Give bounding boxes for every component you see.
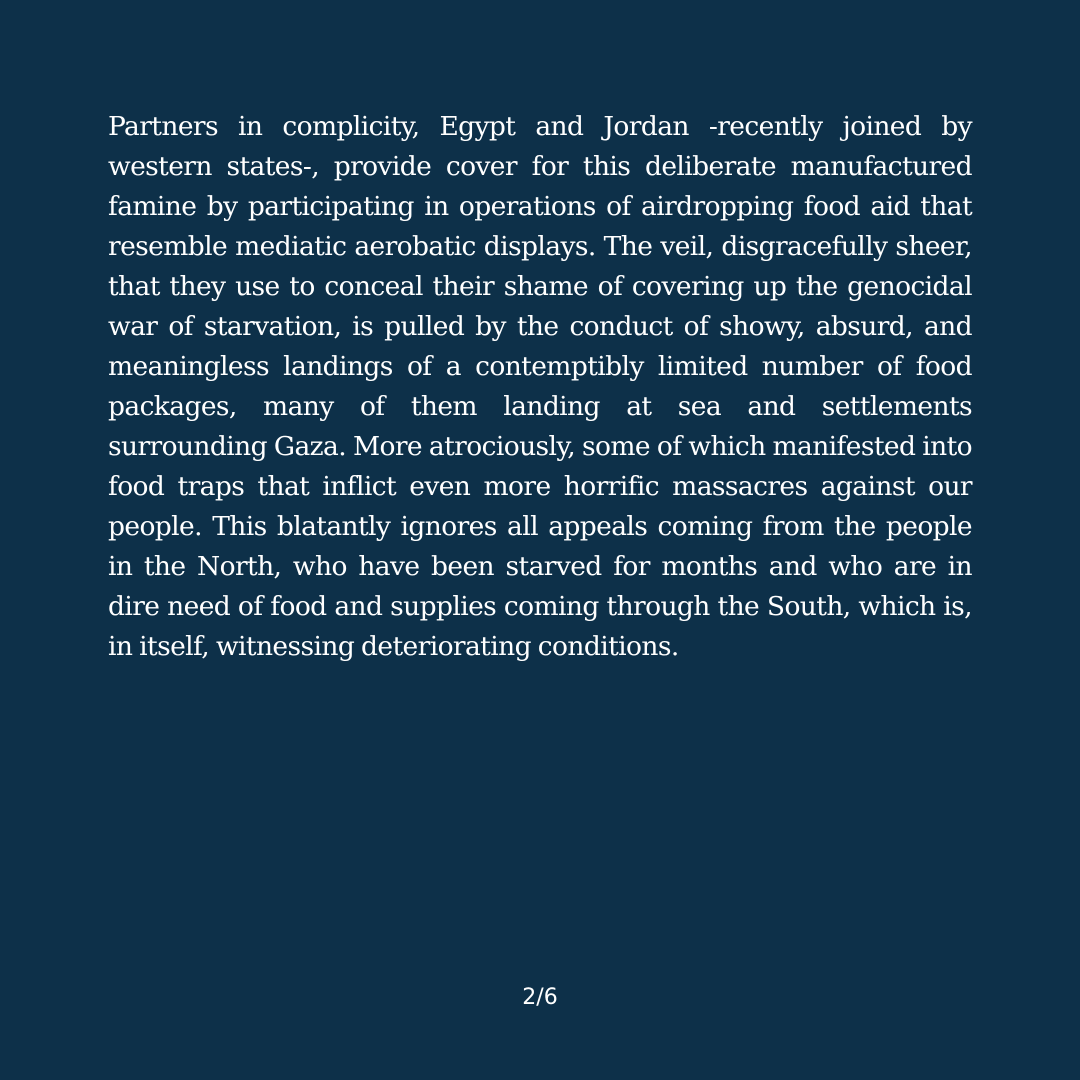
body-paragraph: Partners in complicity, Egypt and Jordan -recently joined by western states-, provide cover for this deliberate manufactured famine by participating in operations of airdropping food aid that resemble mediatic aerobatic displays. The veil, disgracefully sheer, that they use to conceal their shame of covering up the genocidal war of starvation, is pulled by the conduct of showy, absurd, and meaningless landings of a contemptibly limited number of food packages, many of them landing at sea and settlements surrounding Gaza. More atrociously, some of which manifested into food traps that inflict even more horrific massacres against our people. This blatantly ignores all appeals coming from the people in the North, who have been starved for months and who are in dire need of food and supplies coming through the South, which is, in itself, witnessing deteriorating conditions. — [108, 111, 972, 662]
page-indicator: 2/6 — [522, 985, 558, 1010]
